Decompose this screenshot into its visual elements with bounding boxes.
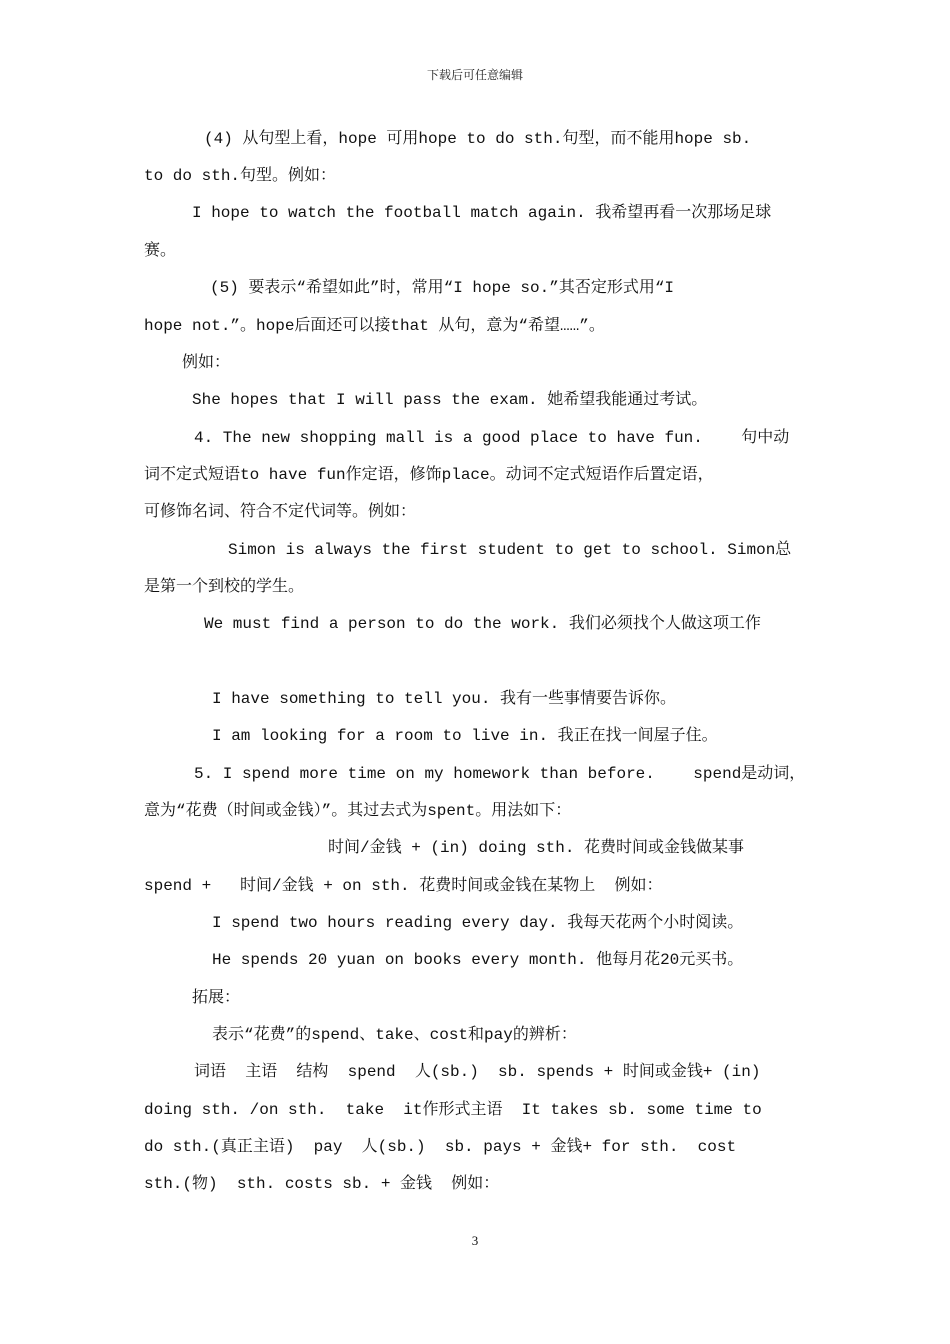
- text-line: She hopes that I will pass the exam. 她希望我能通过考试。: [192, 391, 708, 409]
- text-line: 赛。: [144, 242, 177, 260]
- text-line: I am looking for a room to live in. 我正在找一间屋子住。: [212, 727, 718, 745]
- page-number: 3: [471, 1233, 479, 1248]
- text-line: 4. The new shopping mall is a good place to have fun. 句中动: [194, 429, 790, 447]
- text-line: spend + 时间/金钱 + on sth. 花费时间或金钱在某物上 例如：: [144, 877, 663, 895]
- text-line: 可修饰名词、符合不定代词等。例如：: [144, 503, 417, 521]
- text-line: doing sth. /on sth. take it作形式主语 It takes sb. some time to: [144, 1101, 762, 1119]
- text-line: hope not.”。hope后面还可以接that 从句，意为“希望……”。: [144, 317, 605, 335]
- text-line: (5) 要表示“希望如此”时，常用“I hope so.”其否定形式用“I: [210, 279, 675, 297]
- text-line: 词不定式短语to have fun作定语，修饰place。动词不定式短语作后置定语，: [144, 466, 714, 484]
- text-line: 例如：: [182, 354, 231, 372]
- text-line: I have something to tell you. 我有一些事情要告诉你。: [212, 690, 677, 708]
- text-line: We must find a person to do the work. 我们必须找个人做这项工作: [204, 615, 761, 633]
- text-line: 拓展：: [192, 989, 241, 1007]
- text-line: 意为“花费（时间或金钱）”。其过去式为spent。用法如下：: [144, 802, 572, 820]
- text-line: I spend two hours reading every day. 我每天花两个小时阅读。: [212, 914, 744, 932]
- text-line: I hope to watch the football match again. 我希望再看一次那场足球: [192, 204, 772, 222]
- text-line: 表示“花费”的spend、take、cost和pay的辨析：: [212, 1026, 577, 1044]
- page-header-watermark: 下载后可任意编辑: [426, 68, 523, 82]
- text-line: (4) 从句型上看，hope 可用hope to do sth.句型，而不能用hope sb.: [204, 130, 752, 148]
- text-line: He spends 20 yuan on books every month. 他每月花20元买书。: [212, 951, 744, 969]
- text-line: 时间/金钱 + (in) doing sth. 花费时间或金钱做某事: [328, 839, 745, 857]
- text-line: 是第一个到校的学生。: [144, 578, 305, 596]
- text-line: 5. I spend more time on my homework than before. spend是动词，: [194, 765, 806, 783]
- text-line: 词语 主语 结构 spend 人(sb.) sb. spends + 时间或金钱+ (in): [194, 1063, 761, 1081]
- text-line: do sth.(真正主语) pay 人(sb.) sb. pays + 金钱+ for sth. cost: [144, 1138, 737, 1156]
- text-line: to do sth.句型。例如：: [144, 167, 337, 185]
- text-line: sth.(物) sth. costs sb. + 金钱 例如：: [144, 1175, 500, 1193]
- text-line: Simon is always the first student to get to school. Simon总: [228, 541, 792, 559]
